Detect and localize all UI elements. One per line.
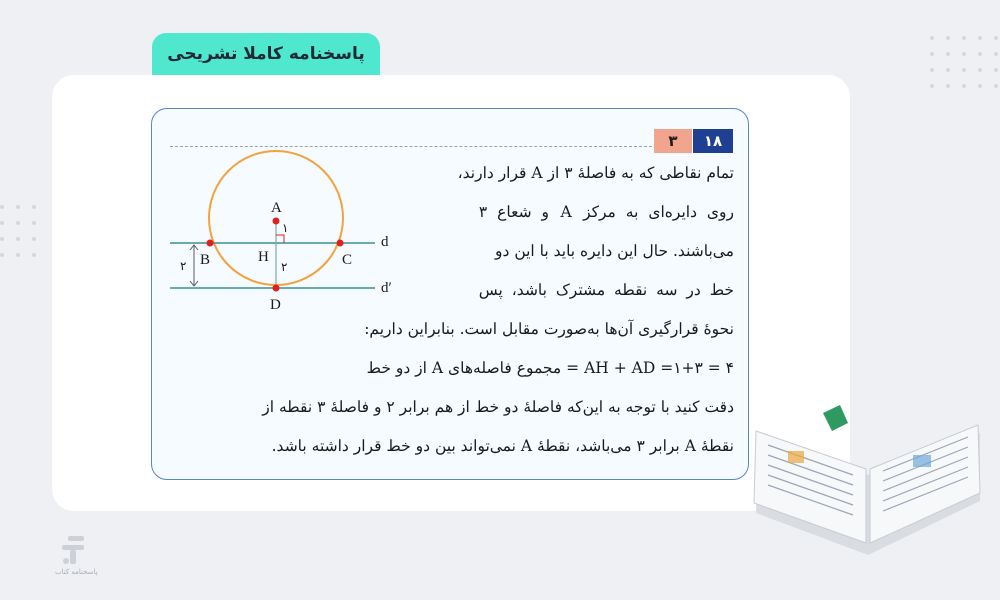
- solution-line-4: خط در سه نقطه مشترک باشد، پس: [478, 281, 734, 299]
- book-illustration: [748, 383, 988, 563]
- decorative-dots: [930, 36, 998, 88]
- label-hd-length: ۲: [281, 260, 288, 274]
- label-d: D: [270, 297, 281, 313]
- label-c: C: [342, 252, 353, 268]
- solution-line-8: نقطهٔ A برابر ۳ می‌باشد، نقطهٔ A نمی‌تواند بین دو خط قرار داشته باشد.: [271, 437, 734, 455]
- label-line-d: d: [381, 234, 389, 250]
- solution-line-5: نحوهٔ قرارگیری آن‌ها به‌صورت مقابل است. بنابراین داریم:: [364, 320, 734, 338]
- label-ah-length: ۱: [282, 221, 289, 235]
- decorative-dots: [0, 205, 36, 257]
- label-b: B: [200, 252, 211, 268]
- question-card: [151, 108, 749, 480]
- right-angle-marker: [276, 235, 284, 243]
- answer-key-tab: [152, 33, 380, 75]
- solution-line-1: تمام نقاطی که به فاصلهٔ ۳ از A قرار دارند،: [457, 164, 734, 182]
- solution-line-7: دقت کنید با توجه به این‌که فاصلهٔ دو خط از هم برابر ۲ و فاصلهٔ ۳ نقطه از: [262, 398, 734, 416]
- brand-logo-caption: پاسخنامه کتاب: [55, 568, 98, 576]
- label-a: A: [271, 200, 282, 216]
- label-gap-length: ۲: [180, 259, 187, 273]
- point-b: [207, 240, 214, 247]
- label-line-d-prime: d′: [381, 280, 392, 296]
- point-c: [337, 240, 344, 247]
- point-a: [273, 218, 280, 225]
- dashed-divider: [170, 146, 652, 147]
- solution-line-6: ۴ = ۱+۳= AH + AD = مجموع فاصله‌های A از دو خط: [366, 359, 734, 377]
- tab-label: پاسخنامه کاملا تشریحی: [167, 44, 365, 64]
- geometry-diagram: [170, 149, 400, 329]
- answer-badge: ۳: [654, 129, 692, 153]
- solution-line-3: می‌باشند. حال این دایره باید با این دو: [495, 242, 734, 260]
- label-h: H: [258, 249, 269, 265]
- point-d: [273, 285, 280, 292]
- solution-line-2: روی دایره‌ای به مرکز A و شعاع ۳: [478, 203, 734, 221]
- question-number-badge: ۱۸: [693, 129, 733, 153]
